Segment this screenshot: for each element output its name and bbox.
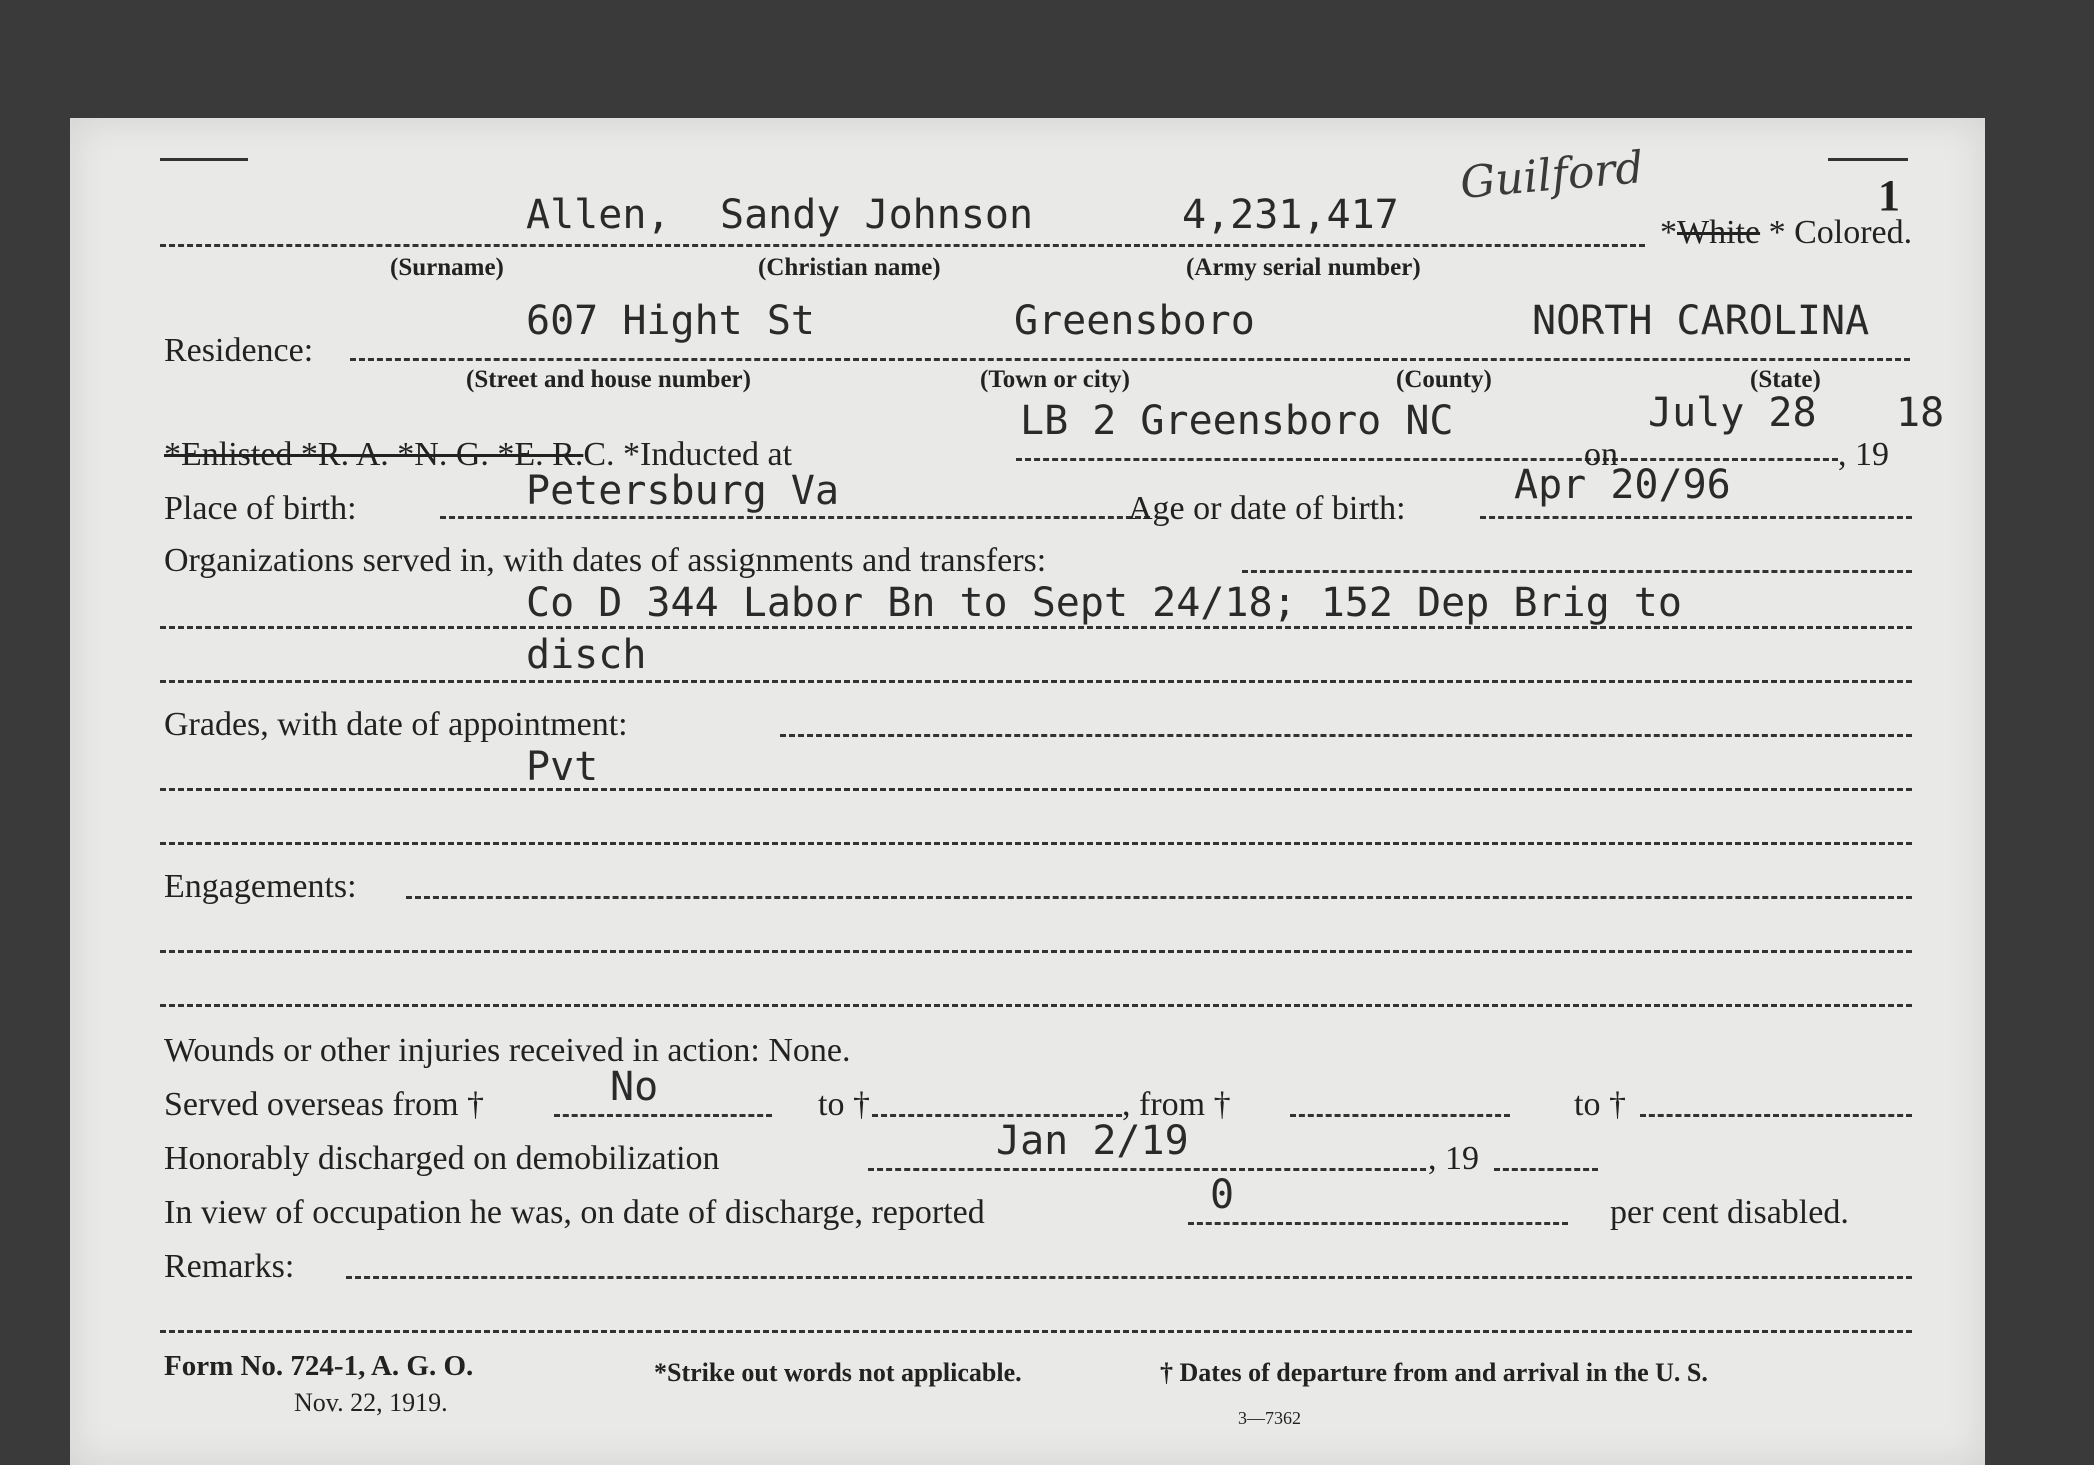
organizations-label: Organizations served in, with dates of assignments and transfers: bbox=[164, 542, 1047, 579]
grades-line-0 bbox=[780, 734, 1912, 737]
form-date: Nov. 22, 1919. bbox=[294, 1388, 448, 1417]
overseas-to2-line bbox=[1640, 1114, 1912, 1117]
wounds-field: Wounds or other injuries received in action: None. bbox=[164, 1032, 851, 1069]
organizations-value-line1: Co D 344 Labor Bn to Sept 24/18; 152 Dep Brig to bbox=[526, 580, 1682, 626]
surname-label: (Surname) bbox=[390, 254, 504, 281]
engagements-line-0 bbox=[406, 896, 1912, 899]
disabled-pct-value: 0 bbox=[1210, 1172, 1235, 1218]
strike-note: *Strike out words not applicable. bbox=[654, 1358, 1022, 1387]
discharged-label: Honorably discharged on demobilization bbox=[164, 1140, 720, 1177]
overseas-to-line bbox=[872, 1114, 1122, 1117]
race-asterisk: * bbox=[1660, 214, 1677, 251]
birthplace-value: Petersburg Va bbox=[526, 468, 840, 514]
race-colored: * Colored. bbox=[1760, 214, 1913, 251]
state-label: (State) bbox=[1750, 366, 1821, 393]
overseas-from-line bbox=[554, 1114, 772, 1117]
organizations-line-2 bbox=[160, 680, 1912, 683]
form-number: Form No. 724-1, A. G. O. bbox=[164, 1350, 474, 1382]
grades-line-2 bbox=[160, 842, 1912, 845]
birth-date-value: Apr 20/96 bbox=[1514, 462, 1731, 508]
birth-date-line bbox=[1480, 516, 1912, 519]
street-label: (Street and house number) bbox=[466, 366, 751, 393]
dates-note: † Dates of departure from and arrival in the U. S. bbox=[1160, 1358, 1708, 1387]
overseas-from-label: Served overseas from † bbox=[164, 1086, 485, 1123]
inducted-label: C. *Inducted at bbox=[583, 436, 793, 473]
serial-number-value: 4,231,417 bbox=[1182, 192, 1399, 238]
birthplace-label: Place of birth: bbox=[164, 490, 357, 527]
top-right-rule bbox=[1828, 158, 1908, 161]
christian-name-value: Sandy Johnson bbox=[720, 192, 1034, 238]
county-label: (County) bbox=[1396, 366, 1492, 393]
inducted-year-label: , 19 bbox=[1838, 436, 1889, 473]
organizations-line-1 bbox=[160, 626, 1912, 629]
inducted-year-value: 18 bbox=[1896, 390, 1945, 436]
inducted-at-value: LB 2 Greensboro NC bbox=[1020, 398, 1454, 444]
remarks-line-0 bbox=[346, 1276, 1912, 1279]
surname-value: Allen, bbox=[526, 192, 671, 238]
town-label: (Town or city) bbox=[980, 366, 1130, 393]
race-white-struck: White bbox=[1677, 214, 1761, 251]
discharge-date-value: Jan 2/19 bbox=[996, 1118, 1189, 1164]
organizations-line-0 bbox=[1242, 570, 1912, 573]
overseas-value: No bbox=[610, 1064, 659, 1110]
engagements-line-2 bbox=[160, 1004, 1912, 1007]
residence-street: 607 Hight St bbox=[526, 298, 815, 344]
grades-label: Grades, with date of appointment: bbox=[164, 706, 628, 743]
disabled-label: per cent disabled. bbox=[1610, 1194, 1849, 1231]
residence-state: NORTH CAROLINA bbox=[1532, 298, 1870, 344]
overseas-to2-label: to † bbox=[1574, 1086, 1626, 1123]
disabled-pct-line bbox=[1188, 1222, 1568, 1225]
grade-value: Pvt bbox=[526, 744, 599, 790]
inducted-on-value: July 28 bbox=[1648, 390, 1817, 436]
overseas-to-label: to † bbox=[818, 1086, 870, 1123]
residence-line bbox=[350, 358, 1910, 361]
inducted-on-label: on bbox=[1584, 436, 1618, 473]
discharge-year-line bbox=[1494, 1168, 1598, 1171]
enlistment-struck-options: *Enlisted *R. A. *N. G. *E. R. bbox=[164, 436, 584, 473]
service-record-card bbox=[70, 118, 1985, 1465]
birth-date-label: Age or date of birth: bbox=[1128, 490, 1406, 527]
inducted-at-line bbox=[1016, 458, 1636, 461]
inducted-on-line bbox=[1632, 458, 1838, 461]
print-code: 3—7362 bbox=[1238, 1408, 1301, 1428]
christian-name-label: (Christian name) bbox=[758, 254, 941, 281]
discharge-year-label: , 19 bbox=[1428, 1140, 1479, 1177]
engagements-label: Engagements: bbox=[164, 868, 357, 905]
remarks-label: Remarks: bbox=[164, 1248, 295, 1285]
residence-town: Greensboro bbox=[1014, 298, 1255, 344]
county-handwritten: Guilford bbox=[1458, 142, 1646, 209]
remarks-line-1 bbox=[160, 1330, 1912, 1333]
discharge-date-line bbox=[868, 1168, 1426, 1171]
grades-line-1 bbox=[160, 788, 1912, 791]
name-line bbox=[160, 244, 1645, 247]
overseas-from2-label: , from † bbox=[1122, 1086, 1231, 1123]
residence-label: Residence: bbox=[164, 332, 314, 369]
card-number: 1 bbox=[1878, 171, 1900, 220]
serial-number-label: (Army serial number) bbox=[1186, 254, 1421, 281]
occupation-label: In view of occupation he was, on date of discharge, reported bbox=[164, 1194, 985, 1231]
overseas-from2-line bbox=[1290, 1114, 1510, 1117]
race-field bbox=[1660, 214, 1912, 252]
engagements-line-1 bbox=[160, 950, 1912, 953]
top-left-rule bbox=[160, 158, 248, 161]
organizations-value-line2: disch bbox=[526, 632, 647, 678]
birthplace-line bbox=[440, 516, 1150, 519]
